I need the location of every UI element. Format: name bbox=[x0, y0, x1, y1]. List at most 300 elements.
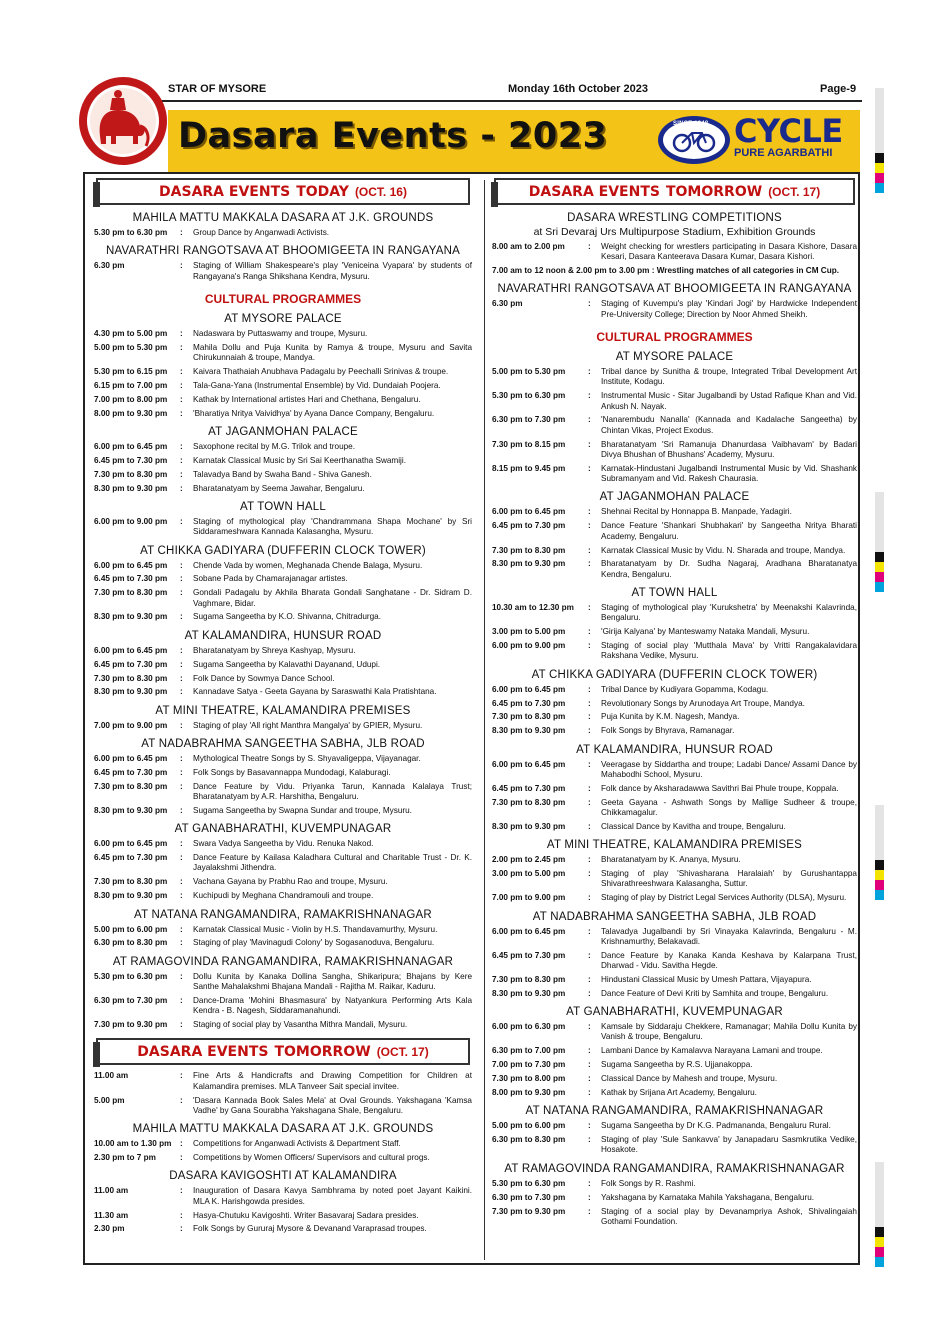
separator: : bbox=[588, 1074, 591, 1084]
separator: : bbox=[180, 720, 183, 730]
event-time: 7.30 pm to 8.15 pm bbox=[492, 439, 566, 449]
event-time: 7.30 pm to 8.00 pm bbox=[492, 1074, 566, 1084]
separator: : bbox=[180, 877, 183, 887]
tomorrow-events bbox=[492, 212, 857, 1227]
venue-heading: AT GANABHARATHI, KUVEMPUNAGAR bbox=[566, 1006, 783, 1019]
event-row bbox=[94, 1071, 472, 1092]
event-time: 5.00 pm bbox=[94, 1095, 125, 1105]
venue-heading: AT NATANA RANGAMANDIRA, RAMAKRISHNANAGAR bbox=[134, 908, 432, 921]
event-time: 8.30 pm to 9.30 pm bbox=[492, 821, 566, 831]
event-row bbox=[492, 559, 857, 580]
separator: : bbox=[588, 974, 591, 984]
heading-prefix: DASARA EVENTS bbox=[137, 1043, 269, 1060]
event-time: 4.30 pm to 5.00 pm bbox=[94, 328, 168, 338]
separator: : bbox=[588, 367, 591, 377]
event-description: Hindustani Classical Music by Umesh Pattara, Vijayapura. bbox=[601, 974, 812, 984]
event-description: Chende Vada by women, Meghanada Chende Balaga, Mysuru. bbox=[193, 560, 423, 570]
event-time: 5.00 pm to 6.00 pm bbox=[492, 1121, 566, 1131]
event-time: 5.30 pm to 6.15 pm bbox=[94, 366, 168, 376]
event-description: Staging of play 'All right Manthra Mangalya' by GPIER, Mysuru. bbox=[193, 720, 423, 730]
event-row bbox=[492, 1088, 857, 1098]
event-time: 8.30 pm to 9.30 pm bbox=[492, 988, 566, 998]
event-description: Group Dance by Anganwadi Activists. bbox=[193, 228, 330, 237]
event-row bbox=[492, 367, 857, 388]
separator: : bbox=[180, 342, 183, 352]
separator: : bbox=[180, 938, 183, 948]
tomorrow-heading bbox=[494, 178, 855, 205]
separator: : bbox=[180, 839, 183, 849]
event-row bbox=[492, 641, 857, 662]
separator: : bbox=[588, 1022, 591, 1032]
heading-prefix: DASARA EVENTS bbox=[528, 183, 660, 200]
event-row bbox=[94, 674, 472, 684]
venue-heading: AT JAGANMOHAN PALACE bbox=[599, 491, 750, 504]
event-time: 6.45 pm to 7.30 pm bbox=[492, 698, 566, 708]
event-description: Staging of mythological play 'Kurukshetra' by Meenakshi Kalavrinda, Bengaluru. bbox=[601, 602, 857, 623]
event-row bbox=[492, 784, 857, 794]
event-time: 11.00 am bbox=[94, 1071, 129, 1081]
venue-heading: NAVARATHRI RANGOTSAVA AT BHOOMIGEETA IN RANGAYANA bbox=[105, 245, 460, 258]
event-row bbox=[94, 561, 472, 571]
event-time: 7.30 pm to 8.30 pm bbox=[94, 588, 168, 598]
event-row bbox=[492, 415, 857, 436]
event-description: Staging of Kuvempu's play 'Kindari Jogi' by Hardwicke Independent Pre-University College; Direction by Noor Ahmed Sheikh. bbox=[601, 299, 857, 319]
event-time: 6.00 pm to 9.00 pm bbox=[492, 641, 566, 651]
heading-day: TODAY bbox=[296, 183, 349, 200]
separator: : bbox=[588, 463, 591, 473]
separator: : bbox=[180, 560, 183, 570]
separator: : bbox=[180, 1139, 183, 1149]
event-row bbox=[94, 754, 472, 764]
event-description: Sugama Sangeetha by R.S. Ujjanakoppa. bbox=[601, 1060, 753, 1070]
event-description: Swara Vadya Sangeetha by Vidu. Renuka Nakod. bbox=[193, 839, 374, 849]
separator: : bbox=[588, 507, 591, 517]
event-time: 8.30 pm to 9.30 pm bbox=[492, 726, 566, 736]
event-description: Talavadya Band by Swaha Band - Shiva Ganesh. bbox=[193, 469, 372, 479]
event-description: Competitions by Women Officers/ Supervisors and cultural progs. bbox=[193, 1153, 430, 1163]
event-time: 5.30 pm to 6.30 pm bbox=[94, 971, 168, 981]
left-column bbox=[94, 176, 472, 1238]
separator: : bbox=[180, 659, 183, 669]
venue-heading: AT KALAMANDIRA, HUNSUR ROAD bbox=[576, 743, 773, 756]
venue-heading: DASARA WRESTLING COMPETITIONS bbox=[567, 212, 782, 224]
event-row bbox=[492, 760, 857, 781]
page-title: Dasara Events - 2023 bbox=[178, 116, 608, 156]
today-heading bbox=[96, 178, 470, 205]
separator: : bbox=[180, 516, 183, 526]
event-description: Staging of social play 'Mutthala Mava' by Vritti Rangakalavidara Rakshana Vedike, Mysuru. bbox=[601, 641, 857, 661]
event-row bbox=[94, 470, 472, 480]
event-time: 6.45 pm to 7.30 pm bbox=[492, 950, 566, 960]
event-description: Dance Feature 'Shankari Shubhakari' by Sangeetha Nritya Bharati Academy, Bengaluru. bbox=[601, 521, 857, 541]
event-row bbox=[492, 521, 857, 542]
event-description: Hasya-Chutuku Kavigoshti. Writer Basavaraj Sadara presides. bbox=[193, 1210, 419, 1220]
event-row bbox=[94, 409, 472, 419]
venue-heading: AT TOWN HALL bbox=[240, 500, 326, 513]
header-rule bbox=[85, 100, 862, 102]
issue-date: Monday 16th October 2023 bbox=[508, 83, 648, 95]
event-row bbox=[94, 612, 472, 622]
right-column bbox=[492, 176, 857, 1231]
event-row bbox=[94, 972, 472, 993]
separator: : bbox=[180, 687, 183, 697]
event-row bbox=[492, 1022, 857, 1043]
venue-heading: AT MINI THEATRE, KALAMANDIRA PREMISES bbox=[546, 839, 803, 852]
separator: : bbox=[588, 545, 591, 555]
column-divider bbox=[484, 180, 485, 1260]
separator: : bbox=[588, 783, 591, 793]
event-time: 7.30 pm to 9.30 pm bbox=[94, 1020, 168, 1030]
event-description: Bharatanatyam by Dr. Sudha Nagaraj, Aradhana Bharatanatya Kendra, Bengaluru. bbox=[601, 559, 857, 579]
event-time: 6.00 pm to 6.45 pm bbox=[492, 926, 566, 936]
event-time: 3.00 pm to 5.00 pm bbox=[492, 869, 566, 879]
event-description: Mythological Theatre Songs by S. Shyavaligeppa, Vijayanagar. bbox=[193, 754, 421, 764]
separator: : bbox=[588, 821, 591, 831]
separator: : bbox=[588, 1121, 591, 1131]
event-time: 6.45 pm to 7.30 pm bbox=[94, 455, 168, 465]
event-time: 6.30 pm to 7.30 pm bbox=[492, 1192, 566, 1202]
event-row bbox=[94, 925, 472, 935]
event-description: Lambani Dance by Kamalavva Narayana Lamani and troupe. bbox=[601, 1046, 823, 1056]
event-time: 7.00 pm to 7.30 pm bbox=[492, 1060, 566, 1070]
separator: : bbox=[588, 1178, 591, 1188]
separator: : bbox=[588, 797, 591, 807]
event-time: 6.45 pm to 7.30 pm bbox=[492, 783, 566, 793]
event-row bbox=[492, 951, 857, 972]
event-description: Karnatak Classical Music by Vidu. N. Sharada and troupe, Mandya. bbox=[601, 545, 846, 555]
separator: : bbox=[588, 726, 591, 736]
event-row bbox=[94, 367, 472, 377]
event-time: 6.45 pm to 7.30 pm bbox=[94, 574, 168, 584]
venue-heading: AT CHIKKA GADIYARA (DUFFERIN CLOCK TOWER) bbox=[531, 668, 818, 681]
event-description: Bharatanatyam by K. Ananya, Mysuru. bbox=[601, 855, 741, 865]
separator: : bbox=[180, 1071, 183, 1081]
ad-tagline: PURE AGARBATHI bbox=[734, 147, 833, 159]
event-description: Geeta Gayana - Ashwath Songs by Mallige Sudheer & troupe, Chikkamagalur. bbox=[601, 797, 857, 817]
event-time: 2.30 pm to 7 pm bbox=[94, 1153, 156, 1163]
event-description: Folk dance by Aksharadawwa Savithri Bai Phule troupe, Koppala. bbox=[601, 783, 839, 793]
event-row bbox=[492, 603, 857, 624]
event-time: 7.30 pm to 8.30 pm bbox=[492, 545, 566, 555]
separator: : bbox=[180, 394, 183, 404]
heading-prefix: DASARA EVENTS bbox=[159, 183, 291, 200]
venue-heading: AT TOWN HALL bbox=[631, 586, 718, 599]
event-row bbox=[94, 381, 472, 391]
event-description: Kathak by Srijana Art Academy, Bengaluru. bbox=[601, 1087, 757, 1097]
event-row bbox=[94, 343, 472, 364]
separator: : bbox=[588, 391, 591, 401]
event-description: Fine Arts & Handicrafts and Drawing Competition for Children at Kalamandira premises. MLA Tanveer Sait special invitee. bbox=[193, 1071, 472, 1091]
event-row bbox=[94, 261, 472, 282]
separator: : bbox=[180, 645, 183, 655]
print-gray-strip bbox=[875, 805, 884, 860]
event-row bbox=[94, 853, 472, 874]
event-row bbox=[492, 299, 857, 320]
event-description: Dance Feature by Kailasa Kaladhara Cultural and Charitable Trust - Dr. K. Jayalakshmi Jithendra. bbox=[193, 853, 472, 873]
newspaper-name: STAR OF MYSORE bbox=[168, 83, 267, 95]
event-time: 6.30 pm to 7.30 pm bbox=[492, 415, 566, 425]
event-time: 6.00 pm to 6.45 pm bbox=[94, 441, 168, 451]
event-time: 7.30 pm to 8.30 pm bbox=[492, 712, 566, 722]
event-time: 6.45 pm to 7.30 pm bbox=[94, 659, 168, 669]
event-row bbox=[492, 685, 857, 695]
separator: : bbox=[588, 1087, 591, 1097]
today-events bbox=[94, 212, 472, 1030]
venue-heading: AT RAMAGOVINDA RANGAMANDIRA, RAMAKRISHNANAGAR bbox=[112, 955, 454, 968]
venue-heading: NAVARATHRI RANGOTSAVA AT BHOOMIGEETA IN RANGAYANA bbox=[497, 283, 852, 296]
event-time: 6.30 pm bbox=[492, 299, 523, 309]
event-row bbox=[492, 869, 857, 890]
event-description: Bharatanatyam 'Sri Ramanuja Dhanurdasa Vaibhavam' by Badari Divya Bhushan of Bhushans' Academy, Mysuru. bbox=[601, 439, 857, 459]
event-description: Vachana Gayana by Prabhu Rao and troupe, Mysuru. bbox=[193, 877, 388, 887]
venue-heading: AT GANABHARATHI, KUVEMPUNAGAR bbox=[174, 823, 392, 836]
venue-heading: AT RAMAGOVINDA RANGAMANDIRA, RAMAKRISHNANAGAR bbox=[504, 1162, 845, 1175]
event-row bbox=[94, 839, 472, 849]
separator: : bbox=[180, 228, 183, 237]
event-description: Sugama Sangeetha by Swapna Sundar and troupe, Mysuru. bbox=[193, 806, 412, 815]
event-description: Sobane Pada by Chamarajanagar artistes. bbox=[193, 574, 348, 584]
page-number: Page-9 bbox=[820, 83, 857, 95]
separator: : bbox=[180, 995, 183, 1005]
event-row bbox=[492, 1193, 857, 1203]
event-time: 8.30 pm to 9.30 pm bbox=[94, 483, 168, 493]
separator: : bbox=[588, 1192, 591, 1202]
event-row bbox=[492, 975, 857, 985]
heading-date: (OCT. 16) bbox=[354, 184, 407, 199]
separator: : bbox=[588, 869, 591, 879]
event-description: Staging of play 'Mavinagudi Colony' by Sogasanoduva, Bengaluru. bbox=[193, 938, 435, 948]
event-row bbox=[94, 1139, 472, 1149]
event-description: 'Bharatiya Nritya Vaividhya' by Ayana Dance Company, Bengaluru. bbox=[193, 408, 435, 418]
separator: : bbox=[180, 1153, 183, 1163]
event-description: Yakshagana by Karnataka Mahila Yakshagana, Bengaluru. bbox=[601, 1192, 815, 1202]
event-row bbox=[94, 574, 472, 584]
event-row bbox=[94, 806, 472, 816]
event-description: Tala-Gana-Yana (Instrumental Ensemble) by Vid. Dundaiah Poojera. bbox=[193, 380, 441, 390]
separator: : bbox=[588, 684, 591, 694]
event-row bbox=[492, 712, 857, 722]
separator: : bbox=[588, 641, 591, 651]
event-description: Talavadya Jugalbandi by Sri Vinayaka Kalavrinda, Bengaluru - M. Krishnamurthy, Belakavadi. bbox=[601, 926, 857, 946]
elephant-emblem-icon bbox=[78, 76, 168, 166]
event-row bbox=[492, 1074, 857, 1084]
event-description: Kaivara Thathaiah Anubhava Padagalu by Peechalli Srinivas & troupe. bbox=[193, 366, 449, 376]
event-description: 'Dasara Kannada Book Sales Mela' at Oval Grounds. Yakshagana 'Kamsa Vadhe' by Gana Sourabha Yakshagana Shale, Bengaluru. bbox=[193, 1095, 472, 1115]
separator: : bbox=[588, 698, 591, 708]
event-time: 6.30 pm to 7.00 pm bbox=[492, 1046, 566, 1056]
separator: : bbox=[588, 627, 591, 637]
registration-marks bbox=[875, 1227, 884, 1267]
event-description: Folk Songs by Gururaj Mysore & Devanand Varaprasad troupes. bbox=[193, 1224, 427, 1234]
ad-label: CYCLE bbox=[684, 152, 701, 158]
separator: : bbox=[588, 855, 591, 865]
event-time: 6.00 pm to 6.45 pm bbox=[492, 759, 566, 769]
event-description: Tribal dance by Sunitha & troupe, Integrated Tribal Development Art Institute, Kodagu. bbox=[601, 367, 857, 387]
event-time: 8.00 am to 2.00 pm bbox=[492, 242, 565, 251]
event-time: 8.30 pm to 9.30 pm bbox=[94, 891, 168, 901]
event-time: 10.30 am to 12.30 pm bbox=[492, 602, 574, 612]
event-time: 6.00 pm to 6.30 pm bbox=[492, 1022, 566, 1032]
event-row bbox=[492, 1179, 857, 1189]
separator: : bbox=[588, 559, 591, 569]
separator: : bbox=[180, 767, 183, 777]
event-description: Nadaswara by Puttaswamy and troupe, Mysuru. bbox=[193, 328, 368, 338]
event-row bbox=[94, 660, 472, 670]
event-description: Revolutionary Songs by Arunodaya Art Troupe, Mandya. bbox=[601, 698, 805, 708]
event-row bbox=[94, 891, 472, 901]
event-description: Shehnai Recital by Honnappa B. Manpade, Yadagiri. bbox=[601, 507, 792, 517]
event-row bbox=[492, 1121, 857, 1131]
event-time: 6.00 pm to 6.45 pm bbox=[94, 560, 168, 570]
event-row bbox=[94, 329, 472, 339]
event-row bbox=[94, 456, 472, 466]
event-time: 7.00 pm to 8.00 pm bbox=[94, 394, 168, 404]
event-row bbox=[94, 1211, 472, 1221]
ad-brand: CYCLE bbox=[734, 112, 843, 150]
venue-heading: MAHILA MATTU MAKKALA DASARA AT J.K. GROUNDS bbox=[132, 1123, 434, 1136]
event-row bbox=[492, 1046, 857, 1056]
separator: : bbox=[180, 924, 183, 934]
event-description: Dollu Kunita by Kanaka Dollina Sangha, Shikaripura; Bhajans by Kere Santhe Mahalakshmi Bhajana Mandali - Rajitha M. Raikar, Kaduru. bbox=[193, 971, 472, 992]
separator: : bbox=[180, 261, 183, 271]
event-description: Veeragase by Siddartha and troupe; Ladabi Dance/ Assami Dance by Mahabodhi School, Mysuru. bbox=[601, 759, 857, 779]
venue-heading: AT MYSORE PALACE bbox=[224, 312, 342, 325]
venue-heading: AT JAGANMOHAN PALACE bbox=[208, 425, 358, 438]
event-description: Sugama Sangeetha by Dr K.G. Padmananda, Bengaluru Rural. bbox=[601, 1121, 831, 1131]
separator: : bbox=[180, 853, 183, 863]
event-row bbox=[94, 228, 472, 238]
venue-heading: AT MYSORE PALACE bbox=[615, 351, 734, 364]
separator: : bbox=[588, 602, 591, 612]
event-row bbox=[492, 1135, 857, 1156]
event-row bbox=[492, 1060, 857, 1070]
separator: : bbox=[588, 712, 591, 722]
venue-heading: AT CHIKKA GADIYARA (DUFFERIN CLOCK TOWER) bbox=[140, 544, 426, 557]
event-description: Dance-Drama 'Mohini Bhasmasura' by Natyankura Performing Arts Kala Kendra - B. Nagesh, Siddaramanahundi. bbox=[193, 995, 472, 1016]
separator: : bbox=[180, 1224, 183, 1234]
event-time: 8.00 pm to 9.30 pm bbox=[94, 408, 168, 418]
event-time: 7.30 pm to 8.30 pm bbox=[94, 877, 168, 887]
event-row bbox=[94, 1020, 472, 1030]
event-time: 7.30 pm to 8.30 pm bbox=[492, 974, 566, 984]
event-row bbox=[94, 517, 472, 538]
separator: : bbox=[180, 469, 183, 479]
event-time: 5.30 pm to 6.30 pm bbox=[94, 228, 168, 237]
event-description: Kannadave Satya - Geeta Gayana by Saraswathi Kala Pratishtana. bbox=[193, 687, 437, 697]
event-description: Saxophone recital by M.G. Trilok and troupe. bbox=[193, 441, 356, 451]
event-description: Folk Dance by Sowmya Dance School. bbox=[193, 673, 335, 683]
event-description: Bharatanatyam by Seema Jawahar, Bengaluru. bbox=[193, 483, 365, 493]
event-description: Dance Feature by Vidu. Priyanka Tarun, Kannada Kalalaya Trust; Bharatanatyam by A.R. Harshitha, Bengaluru. bbox=[193, 781, 472, 802]
separator: : bbox=[180, 1020, 183, 1030]
event-description: Karnatak Classical Music - Violin by H.S. Thandavamurthy, Mysuru. bbox=[193, 924, 438, 934]
separator: : bbox=[588, 926, 591, 936]
event-description: Weight checking for wrestlers participating in Dasara Kishore, Dasara Kesari, Dasara Kanteerava Dasara Kumar, Dasara Kishori. bbox=[601, 242, 857, 262]
event-time: 6.00 pm to 6.45 pm bbox=[94, 754, 168, 764]
event-time: 8.30 pm to 9.30 pm bbox=[94, 687, 168, 697]
event-row bbox=[492, 464, 857, 485]
event-time: 11.30 am bbox=[94, 1210, 129, 1220]
event-description: Staging of mythological play 'Chandrammana Shapa Mochane' by Sri Siddarameshwara Kannada Kalasangha, Mysuru. bbox=[193, 516, 472, 537]
event-time: 5.00 pm to 5.30 pm bbox=[94, 342, 168, 352]
separator: : bbox=[588, 299, 591, 309]
event-row bbox=[492, 391, 857, 412]
event-time: 7.30 pm to 9.30 pm bbox=[492, 1206, 566, 1216]
event-description: Bharatanatyam by Shreya Kashyap, Mysuru. bbox=[193, 645, 356, 655]
event-time: 5.30 pm to 6.30 pm bbox=[492, 1178, 566, 1188]
print-gray-strip bbox=[875, 1162, 884, 1227]
event-row bbox=[94, 646, 472, 656]
event-row bbox=[492, 855, 857, 865]
event-row bbox=[94, 1153, 472, 1163]
event-time: 11.00 am bbox=[94, 1186, 129, 1196]
venue-subheading: at Sri Devaraj Urs Multipurpose Stadium, Exhibition Grounds bbox=[533, 226, 816, 238]
event-time: 6.30 pm to 7.30 pm bbox=[94, 995, 168, 1005]
event-time: 3.00 pm to 5.00 pm bbox=[492, 627, 566, 637]
separator: : bbox=[588, 1046, 591, 1056]
event-description: Staging of play 'Sule Sankavva' by Janapadaru Sasmkrutika Vedike, Hosakote. bbox=[601, 1135, 857, 1155]
separator: : bbox=[180, 441, 183, 451]
event-time: 6.30 pm to 8.30 pm bbox=[492, 1135, 566, 1145]
event-row bbox=[94, 996, 472, 1017]
event-description: Inauguration of Dasara Kavya Sambhrama by noted poet Jayant Kaikini. MLA K. Harishgowda presides. bbox=[193, 1186, 472, 1206]
event-description: Dance Feature of Devi Kriti by Samhita and troupe, Bengaluru. bbox=[601, 988, 829, 998]
event-description: Puja Kunita by K.M. Nagesh, Mandya. bbox=[601, 712, 740, 722]
print-gray-strip bbox=[875, 88, 884, 153]
event-row-wide: 7.00 am to 12 noon & 2.00 pm to 3.00 pm : Wrestling matches of all categories in CM Cup. bbox=[492, 266, 839, 276]
event-description: Competitions for Anganwadi Activists & Department Staff. bbox=[193, 1139, 401, 1149]
event-description: Sugama Sangeetha by Kalavathi Dayanand, Udupi. bbox=[193, 659, 381, 669]
event-time: 8.00 pm to 9.30 pm bbox=[492, 1087, 566, 1097]
event-time: 7.30 pm to 8.30 pm bbox=[94, 673, 168, 683]
event-description: Instrumental Music - Sitar Jugalbandi by Ustad Rafique Khan and Vid. Ankush N. Nayak. bbox=[601, 391, 857, 411]
event-time: 6.00 pm to 9.00 pm bbox=[94, 516, 168, 526]
event-time: 5.30 pm to 6.30 pm bbox=[492, 391, 566, 401]
separator: : bbox=[180, 673, 183, 683]
event-time: 8.15 pm to 9.45 pm bbox=[492, 463, 566, 473]
event-description: Folk Songs by R. Rashmi. bbox=[601, 1178, 696, 1188]
venue-heading: DASARA KAVIGOSHTI AT KALAMANDIRA bbox=[169, 1170, 397, 1183]
event-row bbox=[492, 507, 857, 517]
separator: : bbox=[588, 439, 591, 449]
event-description: Gondali Padagalu by Akhila Bharata Gondali Sanghatane - Dr. Sidram D. Vaghmare, Bidar. bbox=[193, 588, 472, 608]
event-description: Kuchipudi by Meghana Chandramouli and troupe. bbox=[193, 891, 374, 901]
event-description: Staging of a social play by Devanampriya Ashok, Shivalingaiah Gothami Foundation. bbox=[601, 1206, 857, 1226]
event-description: Mahila Dollu and Puja Kunita by Ramya & troupe, Mysuru and Savita Chirukunnaiah & troupe, Mandya. bbox=[193, 342, 472, 363]
event-description: 'Nanarembudu Nanalla' (Kannada and Kadalache Sangeetha) by Chintan Vikas, Project Exodus. bbox=[601, 415, 857, 435]
event-row bbox=[94, 877, 472, 887]
registration-marks bbox=[875, 860, 884, 900]
event-row bbox=[492, 1207, 857, 1228]
separator: : bbox=[180, 328, 183, 338]
event-time: 8.30 pm to 9.30 pm bbox=[94, 806, 168, 815]
event-row bbox=[94, 721, 472, 731]
event-time: 7.00 pm to 9.00 pm bbox=[492, 893, 566, 903]
venue-heading: AT NADABRAHMA SANGEETHA SABHA, JLB ROAD bbox=[141, 738, 425, 751]
heading-date: (OCT. 17) bbox=[376, 1044, 429, 1059]
section-heading: CULTURAL PROGRAMMES bbox=[596, 330, 753, 345]
event-time: 6.00 pm to 6.45 pm bbox=[492, 507, 566, 517]
event-description: Karnatak-Hindustani Jugalbandi Instrumental Music by Vid. Shashank Subramanyam and Vid. Rakesh Chaurasia. bbox=[601, 463, 857, 484]
event-time: 7.30 pm to 8.30 pm bbox=[94, 469, 168, 479]
separator: : bbox=[588, 950, 591, 960]
event-row bbox=[94, 1186, 472, 1207]
tomorrow-events bbox=[94, 1071, 472, 1234]
separator: : bbox=[180, 971, 183, 981]
venue-heading: AT NADABRAHMA SANGEETHA SABHA, JLB ROAD bbox=[532, 910, 817, 923]
print-gray-strip bbox=[875, 492, 884, 552]
registration-marks bbox=[875, 552, 884, 592]
